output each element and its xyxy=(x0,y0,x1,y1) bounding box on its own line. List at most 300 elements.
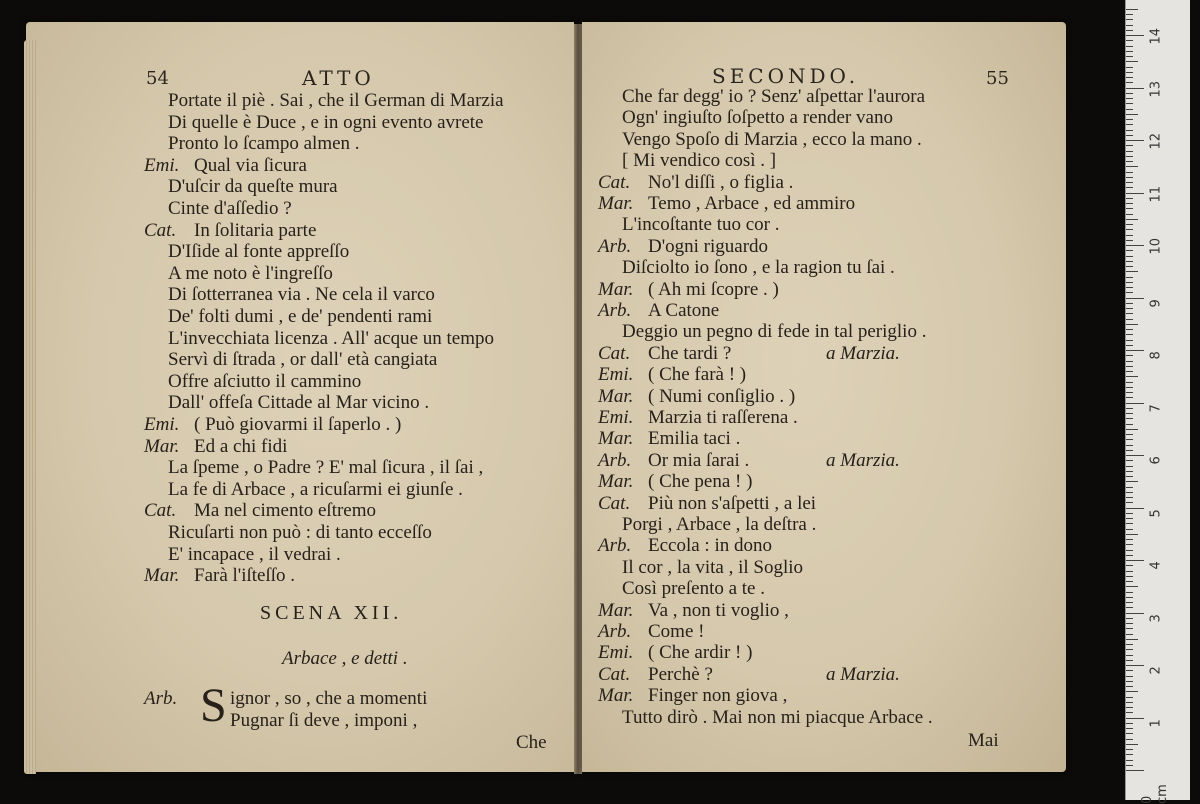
ruler-tick xyxy=(1126,25,1133,26)
line-text: Or mia ſarai . xyxy=(648,449,750,471)
line-text: Offre aſciutto il cammino xyxy=(168,370,362,392)
speaker-label: Arb. xyxy=(598,535,632,557)
text-line xyxy=(144,479,463,501)
ruler-tick xyxy=(1126,744,1138,745)
text-line xyxy=(598,557,803,579)
ruler-tick xyxy=(1126,77,1133,78)
line-text: Più non s'aſpetti , a lei xyxy=(648,492,817,514)
line-text: Porgi , Arbace , la deſtra . xyxy=(622,514,817,535)
speaker-label: Arb. xyxy=(598,621,632,642)
ruler-tick xyxy=(1126,371,1133,372)
ruler-tick xyxy=(1126,392,1133,393)
text-line xyxy=(598,321,926,343)
ruler-tick xyxy=(1126,51,1133,52)
left-page xyxy=(26,22,574,772)
line-text: A Catone xyxy=(648,300,720,321)
text-line xyxy=(598,300,719,322)
text-line xyxy=(598,342,900,365)
line-text: Ogn' ingiuſto ſoſpetto a render vano xyxy=(622,107,893,129)
ruler-tick xyxy=(1126,245,1144,246)
ruler-tick xyxy=(1126,397,1133,398)
ruler-tick xyxy=(1126,182,1133,183)
ruler-number: 6 xyxy=(1148,456,1164,465)
ruler-tick xyxy=(1126,187,1133,188)
ruler-number: 5 xyxy=(1148,508,1164,517)
text-line xyxy=(598,236,768,258)
ruler-number: 10 xyxy=(1148,237,1164,255)
ruler-tick xyxy=(1126,691,1138,692)
ruler-tick xyxy=(1126,376,1138,377)
line-text: Va , non ti voglio , xyxy=(648,599,789,621)
ruler-tick xyxy=(1126,649,1133,650)
ruler-tick xyxy=(1126,177,1133,178)
line-text: Cinte d'aſſedio ? xyxy=(168,198,292,219)
ruler-tick xyxy=(1126,72,1133,73)
ruler-tick xyxy=(1126,88,1144,89)
line-text: Portate il piè . Sai , che il German di Marzia xyxy=(168,90,504,111)
ruler-tick xyxy=(1126,607,1133,608)
right-page xyxy=(582,22,1066,772)
ruler-tick xyxy=(1126,282,1133,283)
speaker-label: Mar. xyxy=(144,565,180,587)
ruler-tick xyxy=(1126,30,1133,31)
stage-direction: a Marzia. xyxy=(826,449,900,471)
left-running-header: ATTO xyxy=(302,66,375,90)
line-text: D'ogni riguardo xyxy=(648,235,769,257)
ruler-number: 2 xyxy=(1148,666,1164,675)
speaker-label: Emi. xyxy=(144,414,180,435)
line-text: De' folti dumi , e de' pendenti rami xyxy=(168,306,433,327)
ruler-number: 4 xyxy=(1148,561,1164,570)
ruler-tick xyxy=(1126,628,1133,629)
ruler-tick xyxy=(1126,571,1133,572)
line-text: Ed a chi fidi xyxy=(194,435,288,457)
ruler-tick xyxy=(1126,676,1133,677)
line-text: La ſpeme , o Padre ? E' mal ſicura , il ſai , xyxy=(168,457,484,479)
ruler-tick xyxy=(1126,208,1133,209)
speaker-label: Mar. xyxy=(598,685,634,707)
ruler-tick xyxy=(1126,319,1133,320)
arbace-speech xyxy=(144,679,564,738)
ruler-tick xyxy=(1126,46,1133,47)
line-text: Pronto lo ſcampo almen . xyxy=(168,133,360,155)
right-running-header: SECONDO. xyxy=(712,64,860,88)
ruler-tick xyxy=(1126,224,1133,225)
measurement-ruler xyxy=(1125,0,1190,804)
text-line xyxy=(598,471,752,493)
ruler-tick xyxy=(1126,229,1133,230)
ruler-tick xyxy=(1126,560,1144,561)
text-line xyxy=(144,371,361,393)
speaker-label: Mar. xyxy=(598,278,634,300)
ruler-tick xyxy=(1126,161,1133,162)
ruler-tick xyxy=(1126,634,1133,635)
text-line xyxy=(598,535,772,557)
ruler-tick xyxy=(1126,119,1133,120)
ruler-tick xyxy=(1126,597,1133,598)
speaker-label: Cat. xyxy=(598,663,631,685)
text-line xyxy=(598,642,752,664)
line-text: D'uſcir da queſte mura xyxy=(168,176,338,198)
ruler-tick xyxy=(1126,555,1133,556)
text-line xyxy=(598,364,746,386)
ruler-tick xyxy=(1126,529,1133,530)
ruler-tick xyxy=(1126,261,1133,262)
ruler-tick xyxy=(1126,702,1133,703)
ruler-tick xyxy=(1126,240,1133,241)
ruler-tick xyxy=(1126,40,1133,41)
speaker-label: Emi. xyxy=(598,407,634,428)
line-text: Temo , Arbace , ed ammiro xyxy=(648,193,856,214)
text-line xyxy=(598,428,740,450)
text-line xyxy=(144,306,432,328)
ruler-tick xyxy=(1126,749,1133,750)
text-line xyxy=(144,436,287,458)
ruler-tick xyxy=(1126,723,1133,724)
ruler-tick xyxy=(1126,214,1133,215)
drop-cap: S xyxy=(200,679,227,732)
ruler-tick xyxy=(1126,350,1144,351)
ruler-tick xyxy=(1126,455,1144,456)
ruler-tick xyxy=(1126,82,1133,83)
ruler-tick xyxy=(1126,19,1133,20)
line-text: E' incapace , il vedrai . xyxy=(168,543,341,565)
ruler-tick xyxy=(1126,518,1133,519)
ruler-tick xyxy=(1126,670,1133,671)
ruler-number: 11 xyxy=(1148,185,1164,202)
line-text: Di quelle è Duce , e in ogni evento avrete xyxy=(168,111,484,133)
line-text: Eccola : in dono xyxy=(648,535,772,557)
ruler-tick xyxy=(1126,581,1133,582)
line-text: Dall' offeſa Cittade al Mar vicino . xyxy=(168,392,430,414)
line-text: Perchè ? xyxy=(648,663,713,685)
text-line xyxy=(598,685,787,707)
text-line xyxy=(144,457,483,479)
ruler-tick xyxy=(1126,439,1133,440)
left-page-number: 54 xyxy=(146,68,169,89)
ruler-tick xyxy=(1126,712,1133,713)
ruler-tick xyxy=(1126,387,1133,388)
ruler-tick xyxy=(1126,718,1144,719)
speaker-label: Emi. xyxy=(144,154,180,176)
ruler-tick xyxy=(1126,172,1133,173)
open-book xyxy=(26,16,1066,780)
ruler-tick xyxy=(1126,56,1133,57)
ruler-tick xyxy=(1126,166,1138,167)
text-line xyxy=(144,155,307,177)
ruler-tick xyxy=(1126,754,1133,755)
ruler-tick xyxy=(1126,707,1133,708)
line-text: ( Che pena ! ) xyxy=(648,471,753,493)
ruler-tick xyxy=(1126,256,1133,257)
speaker-label: Cat. xyxy=(598,342,631,364)
ruler-tick xyxy=(1126,760,1133,761)
ruler-tick xyxy=(1126,277,1133,278)
text-line xyxy=(598,407,798,429)
ruler-number: 13 xyxy=(1148,80,1164,97)
line-text: Farà l'iſteſſo . xyxy=(194,565,296,587)
ruler-tick xyxy=(1126,655,1133,656)
line-text: Qual via ſicura xyxy=(194,154,307,176)
left-text-block xyxy=(144,90,564,590)
line-text: Vengo Spoſo di Marzia , ecco la mano . xyxy=(622,128,922,150)
speaker-label: Mar. xyxy=(598,428,634,450)
ruler-tick xyxy=(1126,644,1133,645)
ruler-tick xyxy=(1126,266,1133,267)
scene-title: SCENA XII. xyxy=(260,602,403,624)
ruler-number: 14 xyxy=(1148,27,1164,45)
text-line xyxy=(598,449,900,472)
line-text: Così preſento a te . xyxy=(622,578,765,600)
line-text: Deggio un pegno di fede in tal periglio . xyxy=(622,321,927,343)
ruler-tick xyxy=(1126,413,1133,414)
text-line xyxy=(598,150,776,172)
ruler-tick xyxy=(1126,298,1144,299)
ruler-tick xyxy=(1126,329,1133,330)
ruler-tick xyxy=(1126,140,1144,141)
speaker-label: Emi. xyxy=(598,642,634,664)
stage-direction: a Marzia. xyxy=(826,663,900,685)
ruler-tick xyxy=(1126,739,1133,740)
line-text: ( Ah mi ſcopre . ) xyxy=(648,278,779,300)
ruler-tick xyxy=(1126,733,1133,734)
speaker-label: Arb. xyxy=(598,449,632,471)
text-line xyxy=(144,414,401,436)
stage-direction: a Marzia. xyxy=(826,342,900,364)
ruler-unit-label: 0 cm xyxy=(1140,784,1170,804)
text-line xyxy=(598,600,789,622)
ruler-number: 3 xyxy=(1148,613,1164,622)
catchword: Che xyxy=(516,732,547,753)
text-line xyxy=(598,707,933,729)
speaker-label: Cat. xyxy=(598,492,631,514)
ruler-tick xyxy=(1126,382,1133,383)
speaker-label: Cat. xyxy=(144,500,177,522)
ruler-tick xyxy=(1126,98,1133,99)
page-edges xyxy=(24,40,36,774)
ruler-tick xyxy=(1126,67,1133,68)
text-line: ignor , so , che a momenti xyxy=(230,688,428,709)
ruler-tick xyxy=(1126,445,1133,446)
ruler-tick xyxy=(1126,219,1138,220)
ruler-tick xyxy=(1126,665,1144,666)
ruler-tick xyxy=(1126,681,1133,682)
ruler-tick xyxy=(1126,639,1138,640)
speaker-label: Arb. xyxy=(598,300,632,321)
text-line xyxy=(598,107,893,129)
catchword: Mai xyxy=(968,730,999,751)
right-page-number: 55 xyxy=(986,68,1009,89)
line-text: ( Può giovarmi il ſaperlo . ) xyxy=(194,414,402,435)
ruler-tick xyxy=(1126,576,1133,577)
text-line xyxy=(598,621,704,643)
ruler-tick xyxy=(1126,61,1138,62)
ruler-tick xyxy=(1126,476,1133,477)
ruler-tick xyxy=(1126,303,1133,304)
speaker-label: Mar. xyxy=(598,471,634,493)
line-text: ( Che farà ! ) xyxy=(648,364,747,386)
speaker-label: Cat. xyxy=(598,171,631,193)
ruler-tick xyxy=(1126,592,1133,593)
ruler-tick xyxy=(1126,487,1133,488)
text-line xyxy=(144,112,484,134)
ruler-tick xyxy=(1126,770,1144,771)
ruler-tick xyxy=(1126,366,1133,367)
ruler-tick xyxy=(1126,602,1133,603)
ruler-tick xyxy=(1126,618,1133,619)
ruler-number: 8 xyxy=(1148,351,1164,360)
ruler-tick xyxy=(1126,613,1144,614)
ruler-tick xyxy=(1126,193,1144,194)
ruler-tick xyxy=(1126,765,1133,766)
line-text: La fe di Arbace , a ricuſarmi ei giunſe . xyxy=(168,478,463,500)
ruler-tick xyxy=(1126,697,1133,698)
line-text: Che tardi ? xyxy=(648,342,732,364)
line-text: A me noto è l'ingreſſo xyxy=(168,262,333,284)
ruler-tick xyxy=(1126,203,1133,204)
line-text: Emilia taci . xyxy=(648,428,741,450)
line-text: D'Iſide al fonte appreſſo xyxy=(168,241,350,263)
ruler-tick xyxy=(1126,534,1138,535)
right-text-block xyxy=(598,86,1038,746)
line-text: In ſolitaria parte xyxy=(194,219,317,241)
ruler-tick xyxy=(1126,345,1133,346)
line-text: ( Numi conſiglio . ) xyxy=(648,385,796,407)
ruler-number: 12 xyxy=(1148,132,1164,150)
ruler-tick xyxy=(1126,418,1133,419)
line-text: ( Che ardir ! ) xyxy=(648,642,753,664)
line-text: Tutto dirò . Mai non mi piacque Arbace . xyxy=(622,706,933,728)
ruler-tick xyxy=(1126,623,1133,624)
ruler-tick xyxy=(1126,14,1133,15)
ruler-tick xyxy=(1126,287,1133,288)
ruler-tick xyxy=(1126,403,1144,404)
ruler-tick xyxy=(1126,198,1133,199)
ruler-tick xyxy=(1126,135,1133,136)
ruler-tick xyxy=(1126,408,1133,409)
ruler-tick xyxy=(1126,103,1133,104)
line-text: Come ! xyxy=(648,621,705,642)
ruler-tick xyxy=(1126,471,1133,472)
ruler-number: 7 xyxy=(1148,403,1164,412)
ruler-tick xyxy=(1126,292,1133,293)
text-line xyxy=(144,133,360,155)
text-line xyxy=(598,493,816,515)
ruler-tick xyxy=(1126,481,1138,482)
ruler-tick xyxy=(1126,539,1133,540)
ruler-tick xyxy=(1126,523,1133,524)
speaker-label: Mar. xyxy=(598,385,634,407)
text-line xyxy=(144,176,338,198)
speaker-label: Mar. xyxy=(598,193,634,214)
ruler-tick xyxy=(1126,313,1133,314)
text-line xyxy=(598,193,855,215)
text-line xyxy=(598,172,793,194)
ruler-number: 1 xyxy=(1148,718,1164,727)
ruler-tick xyxy=(1126,35,1144,36)
ruler-tick xyxy=(1126,450,1133,451)
line-text: Diſciolto io ſono , e la ragion tu ſai . xyxy=(622,257,895,279)
text-line xyxy=(598,578,765,600)
line-text: L'incoſtante tuo cor . xyxy=(622,214,780,236)
text-line xyxy=(144,500,376,522)
ruler-tick xyxy=(1126,565,1133,566)
ruler-tick xyxy=(1126,271,1138,272)
line-text: Ricuſarti non può : di tanto ecceſſo xyxy=(168,522,432,543)
ruler-tick xyxy=(1126,109,1133,110)
ruler-tick xyxy=(1126,250,1133,251)
ruler-tick xyxy=(1126,151,1133,152)
text-line xyxy=(144,544,341,566)
text-line xyxy=(144,90,504,112)
text-line xyxy=(144,392,429,414)
speaker-label: Mar. xyxy=(598,599,634,621)
text-line xyxy=(598,257,895,279)
ruler-number: 9 xyxy=(1148,298,1164,307)
ruler-tick xyxy=(1126,340,1133,341)
text-line xyxy=(598,386,795,408)
ruler-tick xyxy=(1126,660,1133,661)
text-line xyxy=(144,220,316,242)
text-line xyxy=(144,565,295,587)
ruler-tick xyxy=(1126,156,1133,157)
book-gutter xyxy=(574,24,582,774)
ruler-tick xyxy=(1126,114,1138,115)
line-text: Il cor , la vita , il Soglio xyxy=(622,556,804,578)
text-line: Pugnar ſi deve , imponi , xyxy=(230,710,418,731)
ruler-tick xyxy=(1126,460,1133,461)
ruler-tick xyxy=(1126,308,1133,309)
text-line xyxy=(144,349,437,371)
ruler-tick xyxy=(1126,513,1133,514)
text-line xyxy=(598,129,922,151)
ruler-tick xyxy=(1126,424,1133,425)
line-text: Ma nel cimento eſtremo xyxy=(194,500,377,522)
ruler-tick xyxy=(1126,686,1133,687)
ruler-tick xyxy=(1126,93,1133,94)
line-text: Che far degg' io ? Senz' aſpettar l'aurora xyxy=(622,86,926,107)
line-text: Di ſotterranea via . Ne cela il varco xyxy=(168,284,435,306)
ruler-tick xyxy=(1126,334,1133,335)
line-text: Servì di ſtrada , or dall' età cangiata xyxy=(168,349,438,371)
ruler-tick xyxy=(1126,361,1133,362)
text-line xyxy=(598,279,779,301)
ruler-tick xyxy=(1126,550,1133,551)
speaker-label: Mar. xyxy=(144,435,180,457)
ruler-tick xyxy=(1126,586,1138,587)
ruler-tick xyxy=(1126,434,1133,435)
text-line xyxy=(144,198,292,220)
text-line xyxy=(144,241,349,263)
ruler-tick xyxy=(1126,124,1133,125)
ruler-tick xyxy=(1126,544,1133,545)
speaker-label: Emi. xyxy=(598,364,634,386)
speaker-label: Arb. xyxy=(144,688,178,709)
speaker-label: Arb. xyxy=(598,235,632,257)
speaker-label: Cat. xyxy=(144,219,177,241)
text-line xyxy=(144,263,333,285)
ruler-tick xyxy=(1126,728,1133,729)
ruler-tick xyxy=(1126,497,1133,498)
ruler-tick xyxy=(1126,508,1144,509)
ruler-tick xyxy=(1126,466,1133,467)
ruler-tick xyxy=(1126,235,1133,236)
line-text: [ Mi vendico così . ] xyxy=(622,150,777,172)
text-line xyxy=(598,86,925,108)
line-text: Marzia ti raſſerena . xyxy=(648,407,798,428)
ruler-tick xyxy=(1126,502,1133,503)
text-line xyxy=(598,514,816,536)
